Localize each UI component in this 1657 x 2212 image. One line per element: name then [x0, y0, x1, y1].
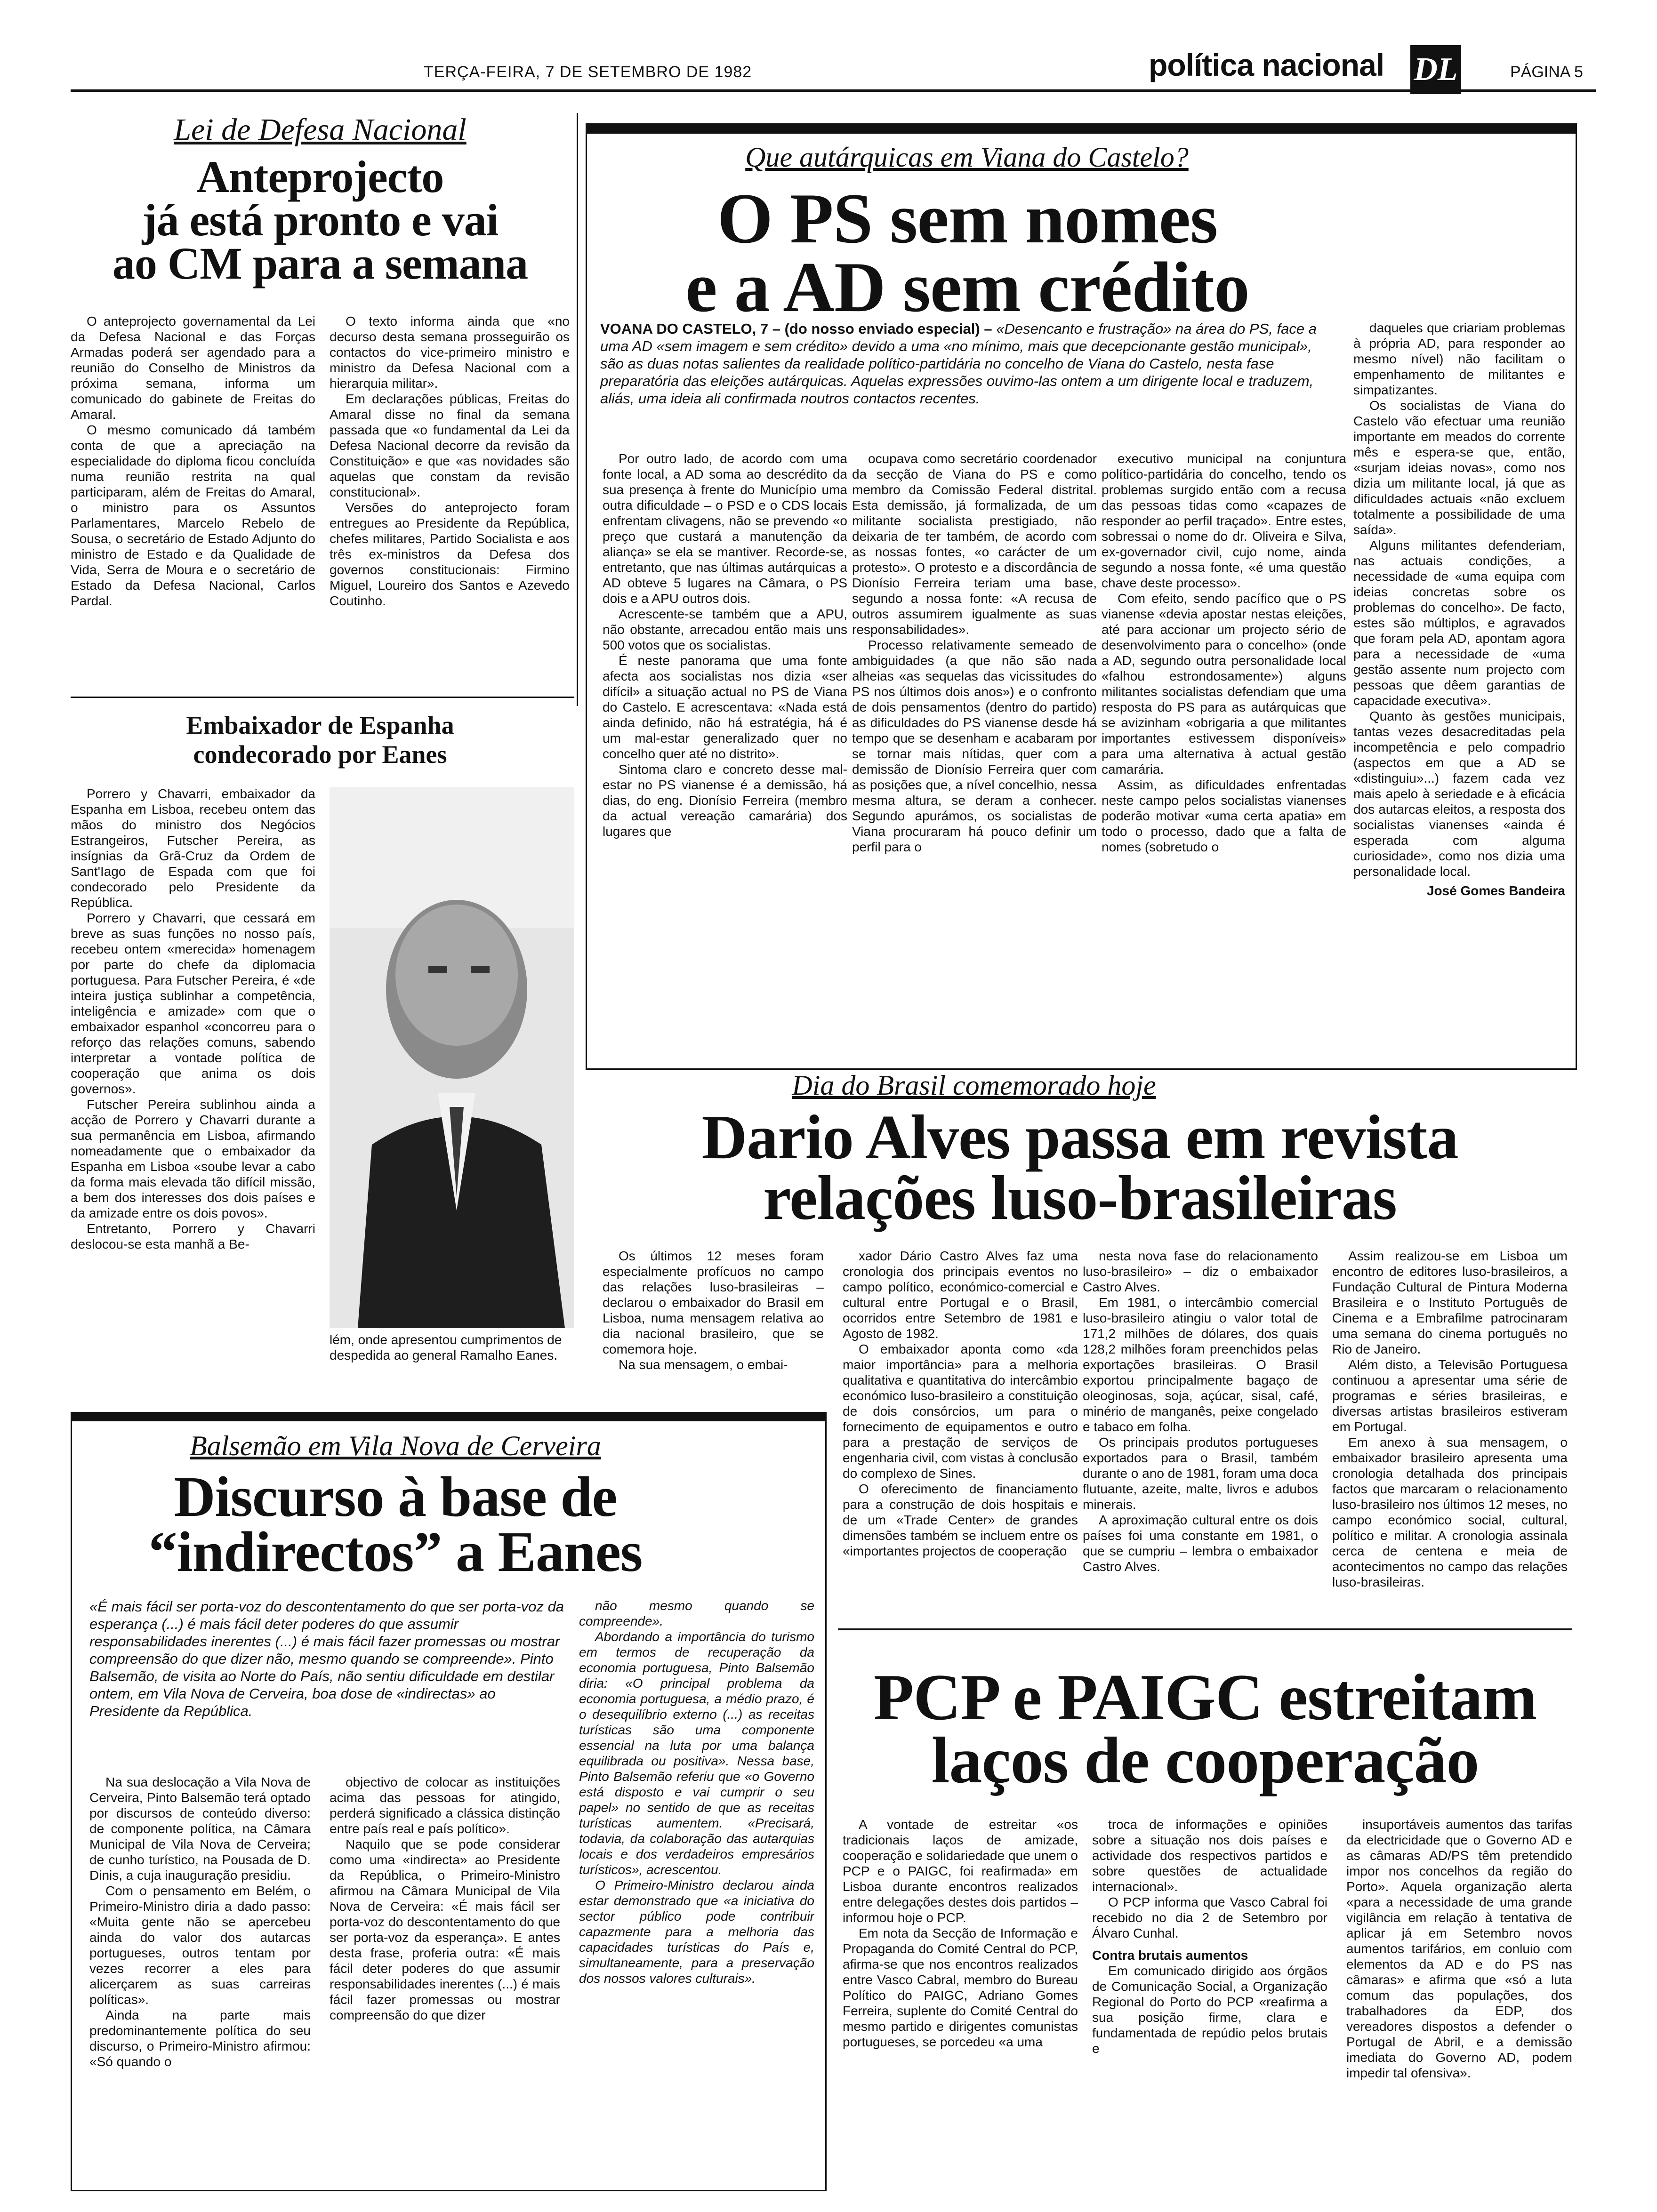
paragraph: Alguns militantes defenderiam, nas actuais condições, a necessidade de «uma equipa com ideias concretas sobre os problemas do concelho». De facto, estes são múltiplos, e agravados que foram pela AD, apontam agora para a necessidade de «uma gestão assente num projecto com pessoas que dêem garantias de capacidade executiva». — [1353, 538, 1565, 708]
headline-line: Dario Alves passa em revista — [701, 1102, 1458, 1172]
paragraph: Versões do anteprojecto foram entregues ao Presidente da República, chefes militares, Partido Socialista e aos três ex-ministros da Defesa dos governos constitucionais: Firmino Miguel, Loureiro dos Santos e Azevedo Coutinho. — [330, 500, 570, 608]
article-column — [1353, 320, 1565, 1040]
article-headline — [586, 1102, 1574, 1233]
masthead-date: TERÇA-FEIRA, 7 DE SETEMBRO DE 1982 — [424, 63, 752, 81]
paragraph: Quanto às gestões municipais, tantas vezes desacreditadas pela incompetência e pelo compadrio (aspectos em que a AD se «distinguiu»...) fazem cada vez mais apelo à seriedade e à eficácia dos autarcas eleitos, a resposta dos socialistas vianenses «ainda é esperada com alguma curiosidade», como nos dizia uma personalidade local. — [1353, 709, 1565, 879]
article-subtitle: Contra brutais aumentos — [1092, 1948, 1248, 1963]
paragraph: Sintoma claro e concreto desse mal-estar no PS vianense é a demissão, há dias, do eng. Dionísio Ferreira (membro da actual vereação camarária) dos lugares que — [603, 762, 847, 839]
headline-line: já está pronto e vai — [142, 195, 499, 246]
headline-line: O PS sem nomes — [717, 179, 1218, 258]
photo-caption: lém, onde apresentou cumprimentos de despedida ao general Ramalho Eanes. — [330, 1332, 562, 1362]
article-column — [603, 1248, 824, 1389]
paragraph: nesta nova fase do relacionamento luso-brasileiro» – diz o embaixador Castro Alves. — [1083, 1249, 1318, 1294]
headline-line: Discurso à base de — [174, 1465, 617, 1529]
article-column — [1346, 1817, 1572, 2193]
article-kicker: Dia do Brasil comemorado hoje — [792, 1070, 1156, 1101]
article-column — [1102, 451, 1346, 1034]
paragraph: Na sua mensagem, o embai- — [619, 1357, 788, 1372]
paragraph: Em declarações públicas, Freitas do Amaral disse no final da semana passada que «o fundamental da Lei da Defesa Nacional decorre da revisão da Constituição» e que «as novidades são aquelas que constam da revisão constitucional». — [330, 392, 570, 499]
article-column — [843, 1817, 1078, 2193]
paragraph: Além disto, a Televisão Portuguesa continuou a apresentar uma série de programas e séries brasileiras, e diversas artistas brasileiros estiveram em Portugal. — [1332, 1357, 1568, 1434]
article-column — [843, 1248, 1078, 1620]
paragraph: Na sua deslocação a Vila Nova de Cerveira, Pinto Balsemão terá optado por discursos de conteúdo diverso: de componente política, na Câmara Municipal de Vila Nova de Cerveira; de cunho turístico, na Pousada de D. Dinis, a cuja inauguração presidiu. — [89, 1775, 311, 1883]
paragraph: Em 1981, o intercâmbio comercial luso-brasileiro atingiu o valor total de 171,2 milhões de dólares, dos quais 128,2 milhões foram preenchidos pelas exportações brasileiras. O Brasil exportou principalmente bagaço de oleoginosas, soja, açúcar, sisal, café, minério de manganês, peixe congelado e tabaco em folha. — [1083, 1295, 1318, 1434]
paragraph: Processo relativamente semeado de ambiguidades (a que não são nada alheias «as sequelas das vicissitudes do PS nos últimos dois anos») e o confronto de dois pensamentos (dentro do partido) as dificuldades do PS vianense desde há tempo que se desenham e acabaram por se tornar mais nítidas, quer com a demissão de Dionísio Ferreira quer com as posições que, a nível concelhio, nessa mesma altura, se deram a conhecer. Segundo apurámos, os socialistas de Viana procuraram há pouco definir um perfil para o — [852, 638, 1097, 854]
frame-top-bar — [71, 1412, 827, 1421]
paragraph: Porrero y Chavarri, que cessará em breve as suas funções no nosso país, recebeu ontem «merecida» homenagem por parte do chefe da diplomacia portuguesa. Para Futscher Pereira, é «de inteira justiça sublinhar a competência, inteligência e amizade» com que o embaixador espanhol «concorreu para o reforço das relações comuns, sabendo interpretar a vontade política de cooperação que anima os dois governos». — [71, 911, 315, 1096]
paragraph: A aproximação cultural entre os dois países foi uma constante em 1981, o que se cumpriu – lembra o embaixador Castro Alves. — [1083, 1513, 1318, 1574]
article-column — [1332, 1248, 1568, 1620]
article-headline — [71, 711, 570, 769]
paragraph: Entretanto, Porrero y Chavarri deslocou-se esta manhã a Be- — [71, 1221, 315, 1251]
headline-line: e a AD sem crédito — [685, 247, 1249, 327]
paragraph: Em comunicado dirigido aos órgãos de Comunicação Social, a Organização Regional do Porto do PCP «reafirma a sua posição firme, clara e fundamentada de repúdio pelos brutais e — [1092, 1964, 1327, 2056]
paragraph: Acrescente-se também que a APU, não obstante, arrecadou então mais uns 500 votos que os socialistas. — [603, 607, 847, 652]
article-kicker: Lei de Defesa Nacional — [174, 112, 467, 147]
embassador-photo — [330, 787, 574, 1328]
article-column — [330, 313, 570, 690]
frame-top-bar — [586, 123, 1577, 134]
paragraph: Assim, as dificuldades enfrentadas neste campo pelos socialistas vianenses poderão motivar «uma certa apatia» em todo o processo, dado que a falta de nomes (sobretudo o — [1102, 777, 1346, 854]
portrait-illustration — [330, 787, 574, 1328]
paragraph: Por outro lado, de acordo com uma fonte local, a AD soma ao descrédito da sua presença à frente do Município uma outra dificuldade – o PSD e o CDS locais enfrentam clivagens, não se prevendo «o preço que custará a manutenção da aliança» se ela se mantiver. Recorde-se, entretanto, que nas últimas autárquicas a AD obteve 5 lugares na Câmara, o PS dois e a APU outros dois. — [603, 451, 847, 606]
paragraph: O oferecimento de financiamento para a construção de dois hospitais e de um «Trade Center» de grandes dimensões também se incluem entre os «importantes projectos de cooperação — [843, 1482, 1078, 1558]
lede-text: «Desencanto e frustração» na área do PS, face a uma AD «sem imagem e sem crédito» devido a uma «no mínimo, mais que decepcionante gestão municipal», são as duas notas salientes da realidade político-partidária no concelho de Viana do Castelo, nesta fase preparatória das eleições autárquicas. Aquelas expressões ouvimo-las ontem a um dirigente local e traduzem, aliás, uma ideia ali confirmada noutros contactos recentes. — [600, 321, 1317, 407]
article-headline — [838, 1661, 1572, 1797]
paragraph: Porrero y Chavarri, embaixador da Espanha em Lisboa, recebeu ontem das mãos do ministro dos Negócios Estrangeiros, Futscher Pereira, as insígnias da Grã-Cruz da Ordem de Sant'Iago de Espada com que foi condecorado pelo Presidente da República. — [71, 786, 315, 910]
headline-line: relações luso-brasileiras — [763, 1162, 1397, 1233]
paragraph: O texto informa ainda que «no decurso desta semana prosseguirão os contactos do vice-primeiro ministro e ministro da Defesa Nacional com a hierarquia militar». — [330, 314, 570, 391]
paragraph: Naquilo que se pode considerar como uma «indirecta» ao Presidente da República, o Primeiro-Ministro afirmou na Câmara Municipal de Vila Nova de Cerveira: «É mais fácil ser porta-voz do descontentamento do que ser porta-voz da esperança». E antes desta frase, proferia outra: «É mais fácil deter poderes do que assumir responsabilidades inerentes (...) é mais fácil fazer promessas ou mostrar compreensão do que dizer — [330, 1837, 560, 2022]
dateline: VOANA DO CASTELO, 7 – (do nosso enviado especial) – — [600, 321, 992, 337]
paragraph: A vontade de estreitar «os tradicionais laços de amizade, cooperação e solidariedade que unem o PCP e o PAIGC, foi reafirmada» em Lisboa durante encontros realizados entre delegações destes dois partidos – informou hoje o PCP. — [843, 1817, 1078, 1925]
article-column — [1083, 1248, 1318, 1620]
article-headline — [71, 1465, 720, 1584]
paragraph: ocupava como secretário coordenador da secção de Viana do PS e como membro da Comissão Federal distrital. Esta demissão, já formalizada, de um militante socialista prestigiado, não deixaria de ter também, de acordo com as nossas fontes, «o carácter de um protesto». O protesto e a discordância de Dionísio Ferreira teriam uma base, segundo a nossa fonte: «A recusa de outros assumirem igualmente as suas responsabilidades». — [852, 451, 1097, 637]
page-number: PÁGINA 5 — [1510, 63, 1583, 81]
article-column — [89, 1774, 311, 2179]
paragraph: não mesmo quando se compreende». — [579, 1598, 814, 1628]
headline-line: laços de cooperação — [931, 1724, 1479, 1797]
headline-line: ao CM para a semana — [112, 238, 528, 289]
article-kicker: Balsemão em Vila Nova de Cerveira — [190, 1430, 601, 1461]
paragraph: Futscher Pereira sublinhou ainda a acção de Porrero y Chavarri durante a sua permanência em Lisboa, afirmando nomeadamente que o embaixador da Espanha em Lisboa «soube levar a cabo da forma mais elevada tão difícil missão, a bem dos interesses dos dois países e da amizade entre os dois povos». — [71, 1097, 315, 1220]
paragraph: troca de informações e opiniões sobre a situação nos dois países e actividade dos respectivos partidos e sobre questões de actualidade internacional». — [1092, 1817, 1327, 1894]
masthead-rule — [71, 89, 1596, 92]
paragraph: Assim realizou-se em Lisboa um encontro de editores luso-brasileiros, a Fundação Cultural de Pintura Moderna Brasileira e o Instituto Português de Cinema e a Embrafilme patrocinaram uma semana do cinema português no Rio de Janeiro. — [1332, 1249, 1568, 1356]
paragraph: daqueles que criariam problemas à própria AD, para responder ao mesmo nível) não facilitam o empenhamento de militantes e simpatizantes. — [1353, 321, 1565, 397]
paragraph: executivo municipal na conjuntura político-partidária do concelho, tendo os problemas surgido então com a recusa das pessoas tidas como «capazes de responder ao perfil traçado». Entre estes, sobressai o nome do dr. Oliveira e Silva, ex-governador civil, cujo nome, ainda segundo a nossa fonte, «é uma questão chave deste processo». — [1102, 451, 1346, 590]
paragraph: Em anexo à sua mensagem, o embaixador brasileiro apresenta uma cronologia detalhada dos principais factos que marcaram o relacionamento luso-brasileiro nos últimos 12 meses, no campo económico social, cultural, político e militar. A cronologia assinala cerca de centena e meia de acontecimentos no campo das relações luso-brasileiras. — [1332, 1435, 1568, 1589]
article-headline — [603, 179, 1332, 327]
article-lede: «É mais fácil ser porta-voz do descontentamento do que ser porta-voz da esperança (...) é mais fácil deter poderes do que assumir responsabilidades inerentes (...) é mais fácil fazer promessas ou mostrar compreensão do que dizer não, mesmo quando se compreende». Pinto Balsemão, de visita ao Norte do País, não sentiu dificuldade em destilar ontem, em Vila Nova de Cerveira, boa dose de «indirectas» ao Presidente da República. — [89, 1598, 564, 1719]
paragraph: Em nota da Secção de Informação e Propaganda do Comité Central do PCP, afirma-se que nos encontros realizados entre Vasco Cabral, membro do Bureau Político do PAIGC, Adriano Gomes Ferreira, suplente do Comité Central do mesmo partido e dirigentes comunistas portugueses, se porcedeu «a uma — [843, 1926, 1078, 2049]
headline-line: PCP e PAIGC estreitam — [873, 1661, 1537, 1734]
article-kicker: Que autárquicas em Viana do Castelo? — [745, 142, 1189, 173]
paragraph: O Primeiro-Ministro declarou ainda estar demonstrado que «a iniciativa do sector público pode contribuir capazmente para a melhoria das capacidades turísticas do País e, simultaneamente, para a preservação dos nossos valores culturais». — [579, 1878, 814, 1986]
paragraph: Os últimos 12 meses foram especialmente profícuos no campo das relações luso-brasileiras – declarou o embaixador do Brasil em Lisboa, numa mensagem relativa ao dia nacional brasileiro, que se comemora hoje. — [603, 1249, 824, 1356]
headline-line: Embaixador de Espanha — [186, 711, 454, 739]
section-divider — [838, 1628, 1572, 1630]
paragraph: O mesmo comunicado dá também conta de que a apreciação na especialidade do diploma ficou concluída numa reunião restrita na qual participaram, além de Freitas do Amaral, o ministro para os Assuntos Parlamentares, Marcelo Rebelo de Sousa, o secretário de Estado Adjunto do ministro de Estado e da Qualidade de Vida, Serra de Moura e o secretário de Estado da Defesa Nacional, Carlos Pardal. — [71, 423, 315, 608]
article-column — [579, 1598, 814, 2177]
headline-line: Anteprojecto — [196, 152, 444, 202]
article-lede — [600, 320, 1339, 447]
article-column — [852, 451, 1097, 1034]
article-column — [71, 313, 315, 690]
paragraph: Ainda na parte mais predominantemente política do seu discurso, o Primeiro-Ministro afirmou: «Só quando o — [89, 2008, 311, 2069]
paragraph: objectivo de colocar as instituições acima das pessoas for atingido, perderá significado a clássica distinção entre país real e país político». — [330, 1775, 560, 1836]
article-column — [603, 451, 847, 1034]
paragraph: Com efeito, sendo pacífico que o PS vianense «devia apostar nestas eleições, até para accionar um projecto sério de desenvolvimento para o concelho» (onde a AD, segundo outra personalidade local «falhou estrondosamente») alguns militantes socialistas defendiam que uma resposta do PS para as autárquicas que se avizinham «obrigaria a que militantes importantes estivessem disponíveis» para uma alternativa à actual gestão camarária. — [1102, 591, 1346, 777]
paragraph: É neste panorama que uma fonte afecta aos socialistas nos dizia «ser difícil» a situação actual no PS de Viana do Castelo. E acrescentava: «Nada está ainda definido, não há estratégia, há é um mal-estar generalizado quer no concelho quer até no distrito». — [603, 653, 847, 761]
article-headline — [71, 152, 570, 289]
column-divider — [577, 113, 578, 706]
article-column — [330, 1774, 560, 2179]
column-divider — [71, 697, 574, 698]
section-title: política nacional — [1149, 48, 1384, 82]
paragraph: O PCP informa que Vasco Cabral foi recebido no dia 2 de Setembro por Álvaro Cunhal. — [1092, 1895, 1327, 1940]
paragraph: Os socialistas de Viana do Castelo vão efectuar uma reunião importante em meados do corrente mês e espera-se que, então, «surjam ideias novas», como nos dizia um militante local, já que as dificuldades actuais «não excluem totalmente a possibilidade de uma saída». — [1353, 398, 1565, 537]
headline-line: “indirectos” a Eanes — [148, 1520, 643, 1584]
paragraph: insuportáveis aumentos das tarifas da electricidade que o Governo AD e as câmaras AD/PS têm pretendido impor nos concelhos da região do Porto». Aquela organização alerta «para a necessidade de uma grande vigilância em relação à tentativa de aplicar já em Setembro novos aumentos tarifários, em conluio com elementos da AD e do PS nas câmaras» e afirma que «só a luta comum das populações, dos trabalhadores da EDP, dos vereadores dispostos a defender o Portugal de Abril, e a demissão imediata do Governo AD, podem impedir tal ofensiva». — [1346, 1817, 1572, 2080]
paragraph: O embaixador aponta como «da maior importância» para a melhoria qualitativa e quantitativa do intercâmbio económico luso-brasileiro a constituição de dois consórcios, um para o fornecimento de equipamentos e outro para a prestação de serviços de engenharia civil, com vistas à conclusão do complexo de Sines. — [843, 1342, 1078, 1481]
paragraph: Com o pensamento em Belém, o Primeiro-Ministro diria a dado passo: «Muita gente não se apercebeu ainda do valor dos autarcas portugueses, outros tentam por vezes recorrer a eles para alicerçarem as suas carreiras políticas». — [89, 1883, 311, 2007]
headline-line: condecorado por Eanes — [193, 740, 447, 769]
paragraph: Os principais produtos portugueses exportados para o Brasil, também durante o ano de 1981, foram uma doca flutuante, azeite, malte, livros e adubos minerais. — [1083, 1435, 1318, 1512]
article-column — [1092, 1817, 1327, 2193]
newspaper-logo: DL — [1410, 45, 1461, 94]
article-column — [71, 786, 315, 1393]
paragraph: xador Dário Castro Alves faz uma cronologia dos principais eventos no campo político, económico-comercial e cultural entre Portugal e o Brasil, ocorridos entre Setembro de 1981 e Agosto de 1982. — [843, 1249, 1078, 1341]
byline: José Gomes Bandeira — [1426, 883, 1565, 898]
paragraph: Abordando a importância do turismo em termos de recuperação da economia portuguesa, Pinto Balsemão diria: «O principal problema da economia portuguesa, a médio prazo, é o desequilíbrio externo (...) as receitas turísticas são uma componente essencial na luta por uma balança equilibrada ou positiva». Nessa base, Pinto Balsemão referiu que «o Governo está disposto e vai cumprir o seu papel» no sentido de que as receitas turísticas aumentem. «Precisará, todavia, da colaboração das autarquias locais e dos verdadeiros empresários turísticos», acrescentou. — [579, 1629, 814, 1877]
paragraph: O anteprojecto governamental da Lei da Defesa Nacional e das Forças Armadas poderá ser agendado para a reunião do Conselho de Ministros da próxima semana, informa um comunicado do gabinete de Freitas do Amaral. — [71, 314, 315, 422]
